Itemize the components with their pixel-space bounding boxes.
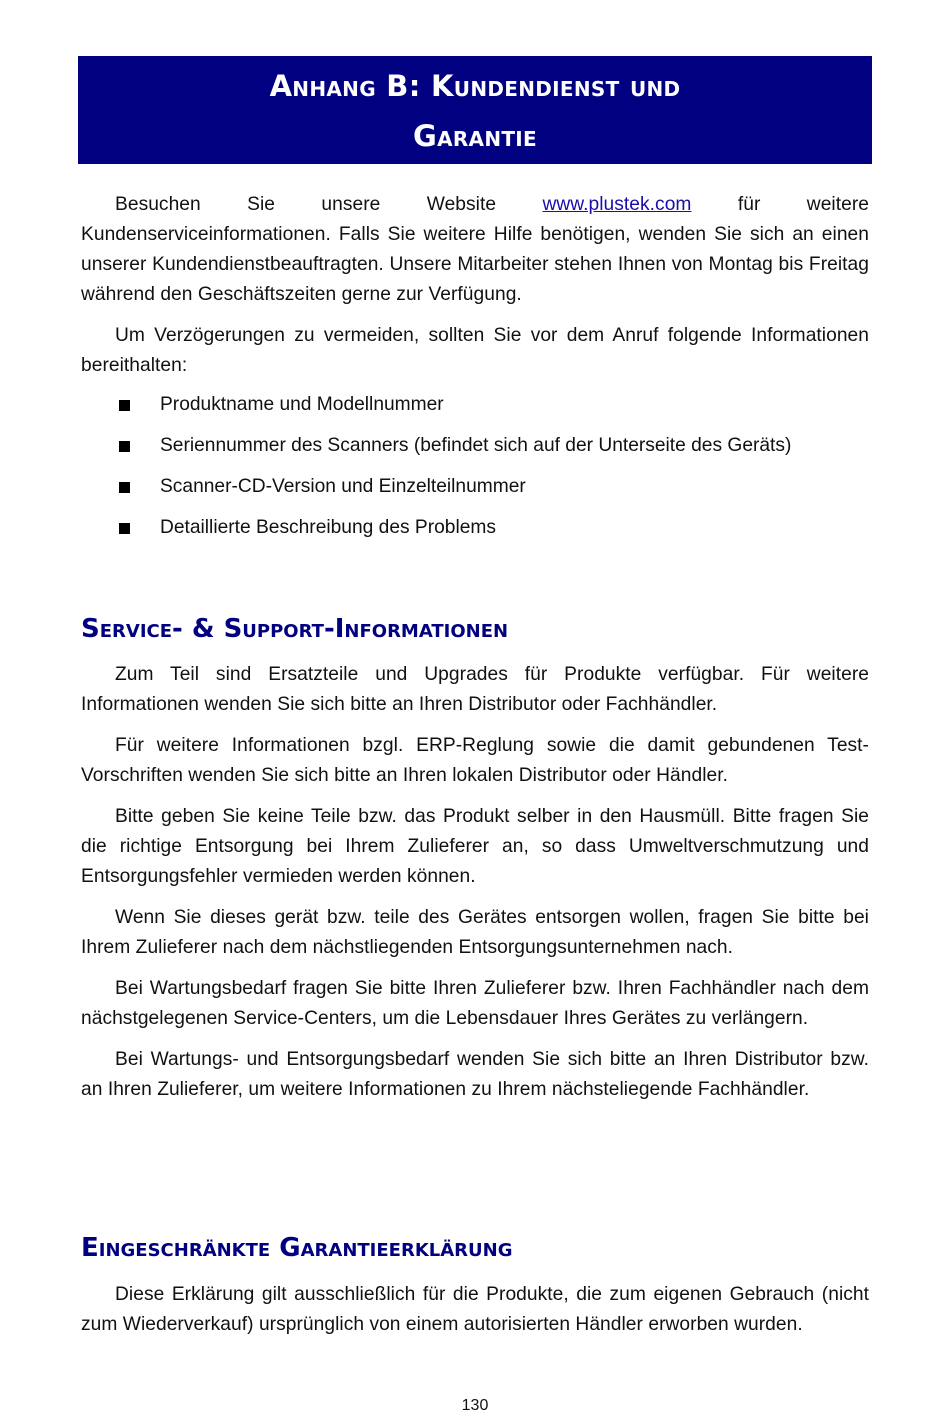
service-body — [81, 660, 869, 1105]
warranty-heading: Eingeschränkte Garantieerklärung — [81, 1233, 513, 1263]
service-heading: Service- & Support-Informationen — [81, 614, 509, 644]
list-item: Scanner-CD-Version und Einzelteilnummer — [81, 472, 869, 502]
square-bullet-icon — [119, 482, 130, 493]
square-bullet-icon — [119, 523, 130, 534]
service-paragraph: Bitte geben Sie keine Teile bzw. das Produkt selber in den Hausmüll. Bitte fragen Sie die richtige Entsorgung bei Ihrem Zulieferer an, so dass Umweltverschmutzung und Entsorgungsfehler vermieden werden können. — [81, 806, 869, 887]
service-paragraph: Wenn Sie dieses gerät bzw. teile des Gerätes entsorgen wollen, fragen Sie bitte bei Ihrem Zulieferer nach dem nächstliegenden Entsorgungsunternehmen nach. — [81, 907, 869, 958]
square-bullet-icon — [119, 400, 130, 411]
list-item: Produktname und Modellnummer — [81, 390, 869, 420]
plustek-website-link[interactable]: www.plustek.com — [542, 194, 692, 215]
intro-paragraph-1: Besuchen Sie unsere Website www.plustek.com für weitere Kundenserviceinformationen. Falls Sie weitere Hilfe benötigen, wenden Sie sich an einen unserer Kundendienstbeauftragten. Unsere Mitarbeiter stehen Ihnen von Montag bis Freitag während den Geschäftszeiten gerne zur Verfügung. — [81, 194, 869, 305]
list-item: Seriennummer des Scanners (befindet sich auf der Unterseite des Geräts) — [81, 431, 869, 461]
info-checklist — [81, 390, 869, 554]
warranty-body — [81, 1280, 869, 1340]
warranty-paragraph: Diese Erklärung gilt ausschließlich für die Produkte, die zum eigenen Gebrauch (nicht zum Wiederverkauf) ursprünglich von einem autorisierten Händler erworben wurden. — [81, 1284, 869, 1335]
square-bullet-icon — [119, 441, 130, 452]
service-paragraph: Für weitere Informationen bzgl. ERP-Reglung sowie die damit gebundenen Test-Vorschriften wenden Sie sich bitte an Ihren lokalen Distributor oder Händler. — [81, 735, 869, 786]
chapter-title-line-2: Garantie — [412, 119, 538, 153]
warranty-section — [81, 1231, 869, 1265]
service-paragraph: Bei Wartungsbedarf fragen Sie bitte Ihren Zulieferer bzw. Ihren Fachhändler nach dem nächstgelegenen Service-Centers, um die Lebensdauer Ihres Gerätes zu verlängern. — [81, 978, 869, 1029]
chapter-title-line-1: Anhang B: Kundendienst und — [269, 69, 681, 103]
chapter-title-banner — [78, 56, 872, 164]
service-section — [81, 612, 869, 646]
intro-section — [81, 190, 869, 381]
list-item: Detaillierte Beschreibung des Problems — [81, 513, 869, 543]
service-paragraph: Bei Wartungs- und Entsorgungsbedarf wenden Sie sich bitte an Ihren Distributor bzw. an Ihren Zulieferer, um weitere Informationen zu Ihrem nächsteliegende Fachhändler. — [81, 1049, 869, 1100]
service-paragraph: Zum Teil sind Ersatzteile und Upgrades für Produkte verfügbar. Für weitere Informationen wenden Sie sich bitte an Ihren Distributor oder Fachhändler. — [81, 664, 869, 715]
page-number: 130 — [461, 1397, 489, 1414]
intro-paragraph-2: Um Verzögerungen zu vermeiden, sollten Sie vor dem Anruf folgende Informationen bereithalten: — [81, 325, 869, 376]
